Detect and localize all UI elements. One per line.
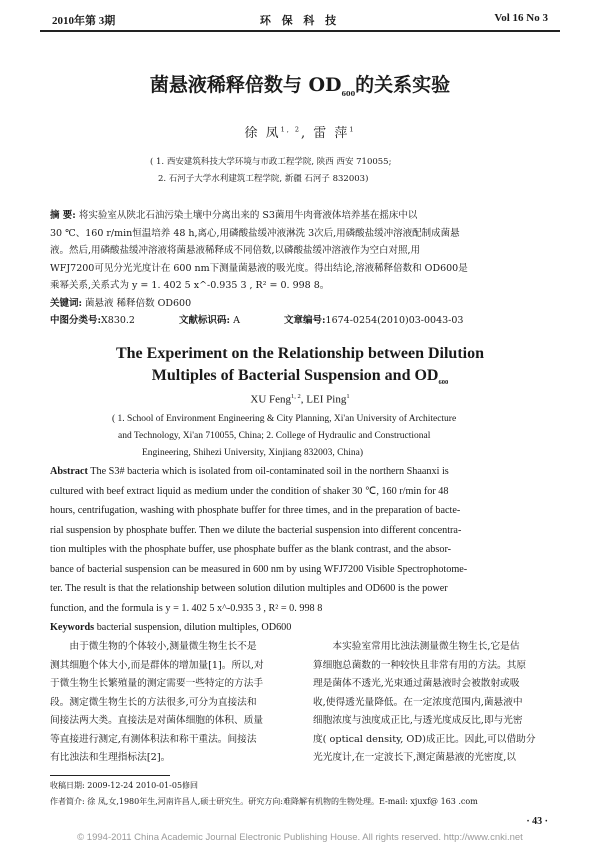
abstract-cn-line: 液。然后,用磷酸盐缓冲溶液将菌悬液稀释成不同倍数,以磷酸盐缓冲溶液作为空白对照,用 — [50, 245, 421, 256]
title-en: The Experiment on the Relationship between Dilution Multiples of Bacterial Suspension and $OD_{600}$ — [115, 345, 484, 387]
abstract-cn-line: WFJ7200可见分光光度计在 600 nm下测量菌悬液的吸光度。得出结论,溶液稀释倍数和 OD600是 — [50, 262, 468, 274]
page-number: · 43 · — [526, 816, 548, 827]
abstract-cn — [50, 207, 555, 330]
abstract-cn-line: 30 ℃、160 r/min恒温培养 48 h,离心,用磷酸盐缓冲液淋洗 3次后,用磷酸盐缓冲溶液配制成菌悬 — [50, 227, 460, 239]
affiliations-en: ( 1. School of Environment Engineering & City Planning, Xi'an University of Architecture and Technology, Xi'an 710055, China; 2. College of Hydraulic and Constructional Engineering, Shihezi University, Xinjiang 832003, China) — [112, 414, 457, 458]
affiliation-cn-line: 2. 石河子大学水利建筑工程学院, 新疆 石河子 832003) — [158, 174, 369, 184]
affiliations-cn — [150, 154, 550, 188]
footnote-received: 收稿日期: 2009-12-24 2010-01-05修回 — [50, 781, 199, 790]
footnote-bio: 作者简介: 徐 凤,女,1980年生,河南许昌人,硕士研究生。研究方向:难降解有机物的生物处理。E-mail: xjuxf@ 163 .com — [50, 797, 478, 806]
authors-cn: 徐 凤$^{1, 2}$, 雷 萍$^1$ — [244, 125, 356, 141]
keywords-en: Keywords bacterial suspension, dilution multiples, OD600 — [50, 622, 292, 633]
header-rule — [40, 30, 560, 32]
title-cn: 菌悬液稀释倍数与 $OD_{600}$的关系实验 — [149, 74, 451, 98]
abstract-en: Abstract The S3# bacteria which is isolated from oil-contaminated soil in the northern Shaanxi is cultured with beef extract liquid as medium under the condition of shaker 30 ℃, 160 r/min for 48 hours, centrifugation, washing with phosphate buffer for three times, and in the preparation of bacte- rial suspension by phosphate buffer. Then we dilute the bacterial suspension into different concentra- tion multiples with the phosphate buffer, use phosphate buffer as the blank contrast, and the absor- bance of bacterial suspension can be measured in 600 nm by using WFJ7200 Visible Spectrophotome- ter. The result is that the relationship between solution dilution multiples and OD600 is the power function, and the formula is y = 1. 402 5 x^-0.935 3 , R² = 0. 998 8 Keywords bacterial suspension, dilution multiples, OD600 — [50, 462, 555, 638]
abstract-cn-line: 摘 要: 将实验室从陕北石油污染土壤中分离出来的 S3菌用牛肉膏液体培养基在摇床中以 — [50, 210, 418, 221]
abstract-cn-label: 摘 要: — [50, 210, 76, 221]
header-journal: 环 保 科 技 — [259, 15, 341, 27]
abstract-en-label: Abstract — [50, 466, 88, 477]
header-volume: Vol 16 No 3 — [494, 12, 548, 24]
abstract-cn-line: 乘幂关系,关系式为 y = 1. 402 5 x^-0.935 3 , R² = 0. 998 8。 — [50, 280, 330, 291]
affiliation-cn-line: ( 1. 西安建筑科技大学环境与市政工程学院, 陕西 西安 710055; — [150, 157, 392, 167]
body-right-column: 本实验室常用比浊法测量微生物生长,它是估 算细胞总菌数的一种较快且非常有用的方法。其原 理是菌体不透光,光束通过菌悬液时会被散射或吸 收,使得透光量降低。在一定浓度范围内,菌悬液中 细胞浓度与浊度成正比,与透光度成反比,即与光密 度( optical density, OD)成正比。因此,可以借助分 光光度计,在一定波长下,测定菌悬液的光密度,以 — [313, 641, 536, 763]
keywords-cn: 关键词: 菌悬液 稀释倍数 OD600 — [50, 297, 192, 309]
header-issue: 2010年第 3期 — [52, 15, 116, 27]
authors-en: XU Feng$^{1, 2}$, LEI Ping$^1$ — [250, 393, 350, 406]
footnote-rule — [50, 775, 170, 776]
meta-cn: 中图分类号:X830.2 文献标识码: A 文章编号:1674-0254(2010)03-0043-03 — [50, 315, 464, 326]
copyright-watermark: © 1994-2011 China Academic Journal Electronic Publishing House. All rights reserved. http://www.cnki.net — [77, 832, 523, 843]
body-left-column: 由于微生物的个体较小,测量微生物生长不是 测其细胞个体大小,而是群体的增加量[1]。所以,对 于微生物生长繁殖量的测定需要一些特定的方法手 段。测定微生物生长的方法很多,可分为直接法和 间接法两大类。直接法是对菌体细胞的体积、质量 等直接进行测定,有测体积法和称干重法。间接法 有比浊法和生理指标法[2]。 — [50, 641, 264, 763]
